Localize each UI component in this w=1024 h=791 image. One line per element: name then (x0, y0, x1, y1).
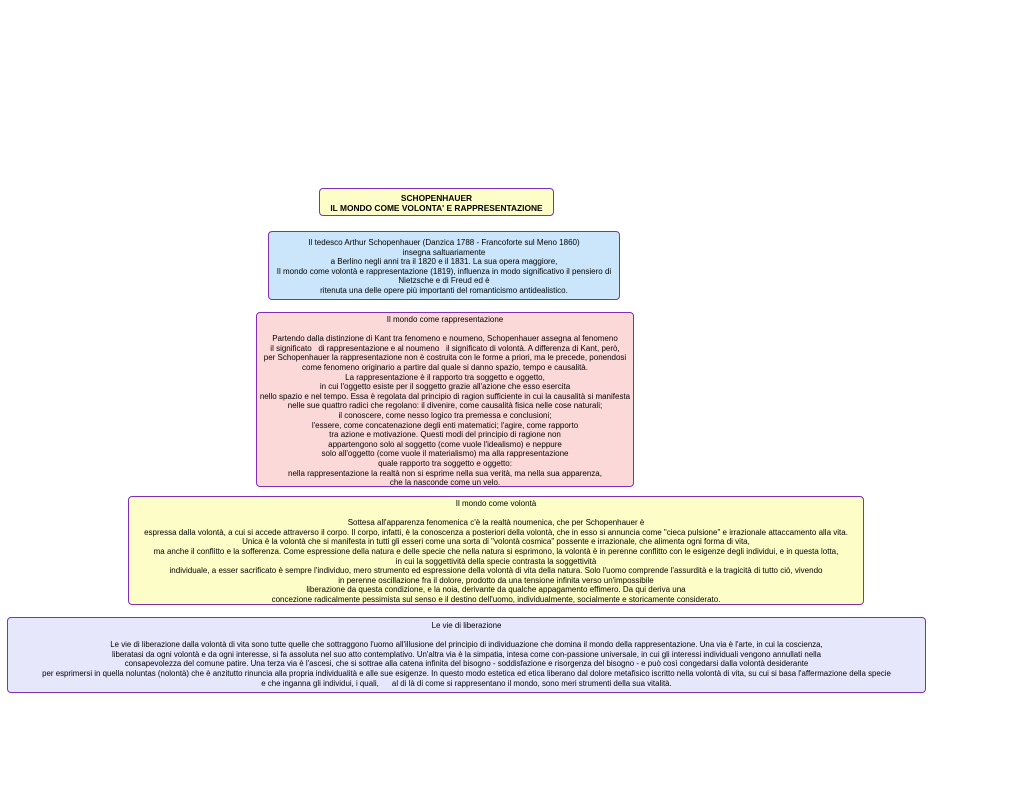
volonta-node[interactable] (128, 496, 864, 605)
rappresentazione-line: Partendo dalla distinzione di Kant tra fenomeno e noumeno, Schopenhauer assegna al fenomeno (272, 334, 618, 344)
rappresentazione-line: tra azione e motivazione. Questi modi del principio di ragione non (329, 430, 561, 440)
liberazione-heading: Le vie di liberazione (431, 621, 502, 630)
rappresentazione-line: appartengono solo al soggetto (come vuole l'idealismo) e neppure (328, 439, 562, 449)
rappresentazione-line: solo all'oggetto (come vuole il materialismo) ma alla rappresentazione (321, 449, 569, 459)
volonta-line: individuale, a esser sacrificato è sempre l'individuo, mero strumento ed espressione della volontà di vita della natura. Solo l'uomo comprende l'assurdità e la tragicità di tutto ciò, vivendo (169, 566, 823, 576)
intro-line: Il mondo come volontà e rappresentazione (1819), influenza in modo significativo il pensiero di (276, 266, 612, 276)
rappresentazione-line: La rappresentazione è il rapporto tra soggetto e oggetto, (345, 372, 545, 382)
title-node[interactable] (319, 188, 554, 216)
rappresentazione-line: nello spazio e nel tempo. Essa è regolata dal principio di ragion sufficiente in cui la causalità si manifesta (259, 391, 631, 401)
rappresentazione-heading: Il mondo come rappresentazione (386, 315, 504, 324)
rappresentazione-line: come fenomeno originario a partire dal quale si danno spazio, tempo e causalità. (302, 362, 588, 372)
intro-node[interactable] (268, 231, 620, 300)
volonta-line: Unica è la volontà che si manifesta in tutti gli esseri come una sorta di "volontà cosmica" possente e irrazionale, che alimenta ogni forma di vita, (242, 537, 750, 547)
intro-line: a Berlino negli anni tra il 1820 e il 1831. La sua opera maggiore, (330, 257, 558, 267)
rappresentazione-line: nelle sue quattro radici che regolano: il divenire, come causalità fisica nelle cose naturali; (287, 401, 603, 411)
liberazione-line: Le vie di liberazione dalla volontà di vita sono tutte quelle che sottraggono l'uomo all'illusione del principio di individuazione che domina il mondo della rappresentazione. Una via è l'arte, in cui la coscienza, (110, 640, 823, 650)
rappresentazione-line: l'essere, come concatenazione degli enti matematici; l'agire, come rapporto (311, 420, 579, 430)
rappresentazione-node[interactable] (256, 312, 634, 487)
volonta-line: in perenne oscillazione fra il dolore, prodotto da una tensione infinita verso un'impossibile (338, 575, 654, 585)
liberazione-line: liberatasi da ogni volontà e da ogni interesse, si fa assoluta nel suo atto contemplativo. Un'altra via è la simpatia, intesa come con-passione universale, in cui gli interessi individuali vengono annullati nella (111, 649, 821, 659)
rappresentazione-line: quale rapporto tra soggetto e oggetto: (378, 458, 512, 468)
intro-line: insegna saltuariamente (402, 247, 486, 257)
volonta-line: liberazione da questa condizione, e la noia, derivante da qualche appagamento effimero. Da qui deriva una (306, 585, 686, 595)
rappresentazione-line: il conoscere, come nesso logico tra premessa e conclusioni; (338, 410, 552, 420)
volonta-line: espressa dalla volontà, a cui si accede attraverso il corpo. Il corpo, infatti, è la conoscenza a posteriori della volontà, che in esso si annuncia come "cieca pulsione" e irrazionale attaccamento alla vita. (144, 527, 848, 537)
liberazione-line: per esprimersi in quella noluntas (nolontà) che è anzitutto rinuncia alla propria individualità e alle sue esigenze. In questo modo estetica ed etica liberano dal dolore metafisico iscritto nella volontà di vita, su cui si basa l'affermazione della specie (42, 668, 891, 678)
rappresentazione-line: il significato di rappresentazione e al noumeno il significato di volontà. A differenza di Kant, però, (270, 343, 620, 353)
rappresentazione-line: che la nasconde come un velo. (389, 478, 501, 487)
volonta-line: concezione radicalmente pessimista sul senso e il destino dell'uomo, individualmente, socialmente e storicamente considerato. (271, 594, 721, 604)
liberazione-line: e che inganna gli individui, i quali, al di là di come si rappresentano il mondo, sono meri strumenti della sua vitalità. (261, 678, 672, 688)
volonta-heading: Il mondo come volontà (455, 499, 537, 508)
title-line-2: IL MONDO COME VOLONTA' E RAPPRESENTAZIONE (330, 202, 543, 213)
rappresentazione-line: nella rappresentazione la realtà non si esprime nella sua verità, ma nella sua apparenza, (288, 468, 602, 478)
liberazione-line: consapevolezza del comune patire. Una terza via è l'ascesi, che si sottrae alla catena infinita del bisogno - soddisfazione e risorgenza del bisogno - e può così congedarsi dalla volontà desiderante (124, 659, 809, 669)
intro-line: Il tedesco Arthur Schopenhauer (Danzica 1788 - Francoforte sul Meno 1860) (308, 238, 580, 247)
rappresentazione-line: in cui l'oggetto esiste per il soggetto grazie all'azione che esso esercita (319, 382, 571, 392)
intro-line: Nietzsche e di Freud ed è (398, 276, 490, 286)
volonta-line: in cui la soggettività della specie contrasta la soggettività (395, 556, 597, 566)
intro-line: ritenuta una delle opere più importanti del romanticismo antidealistico. (320, 285, 568, 295)
volonta-line: ma anche il conflitto e la sofferenza. Come espressione della natura e delle specie che nella natura si esprimono, la volontà è in perenne conflitto con le esigenze degli individui, e in questa lotta, (153, 546, 839, 556)
liberazione-node[interactable] (7, 617, 926, 693)
volonta-line: Sottesa all'apparenza fenomenica c'è la realtà noumenica, che per Schopenhauer è (347, 518, 645, 528)
title-line-1: SCHOPENHAUER (400, 193, 473, 203)
rappresentazione-line: per Schopenhauer la rappresentazione non è costruita con le forme a priori, ma le precede, ponendosi (263, 353, 627, 363)
